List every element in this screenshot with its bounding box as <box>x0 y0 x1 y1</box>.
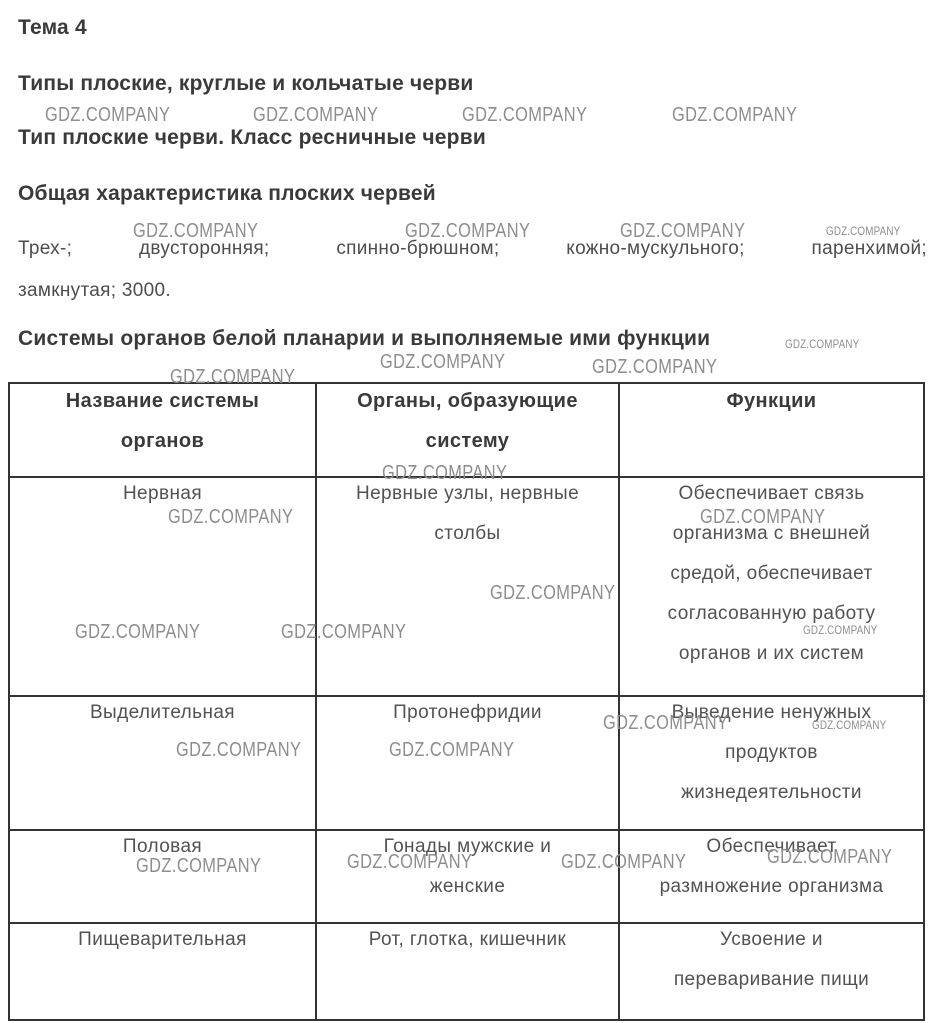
watermark-text: GDZ.COMPANY <box>767 846 893 868</box>
cell-line: Протонефридии <box>393 702 542 723</box>
watermark-text: GDZ.COMPANY <box>700 506 826 528</box>
table-row <box>10 924 923 1019</box>
watermark-text: GDZ.COMPANY <box>382 462 508 484</box>
watermark-text: GDZ.COMPANY <box>170 366 296 388</box>
cell-line: Пищеварительная <box>78 929 247 950</box>
cell-line: согласованную работу <box>667 603 876 624</box>
table-cell <box>317 924 620 1019</box>
table-cell <box>10 697 317 829</box>
watermark-text: GDZ.COMPANY <box>592 356 718 378</box>
watermark-text: GDZ.COMPANY <box>803 623 878 637</box>
watermark-text: GDZ.COMPANY <box>672 104 798 126</box>
cell-line: жизнедеятельности <box>681 782 862 803</box>
cell-line: средой, обеспечивает <box>670 563 873 584</box>
cell-line: органов и их систем <box>678 643 865 664</box>
cell-line: Выделительная <box>89 702 235 723</box>
cell-line: продуктов <box>725 742 818 763</box>
header-cell <box>10 384 317 476</box>
watermark-text: GDZ.COMPANY <box>620 220 746 242</box>
cell-line: Органы, образующие <box>357 390 578 412</box>
watermark-text: GDZ.COMPANY <box>785 337 860 351</box>
cell-line: Усвоение и <box>720 929 823 950</box>
cell-line: Нервные узлы, нервные <box>355 483 580 504</box>
cell-line: размножение организма <box>659 876 884 897</box>
cell-line: Обеспечивает <box>706 836 837 857</box>
cell-line: переваривание пищи <box>673 969 870 990</box>
table-cell <box>620 831 923 922</box>
watermark-text: GDZ.COMPANY <box>253 104 379 126</box>
watermark-text: GDZ.COMPANY <box>176 739 302 761</box>
answer-word: Трех-; <box>18 238 73 259</box>
cell-line: столбы <box>434 523 501 544</box>
watermark-text: GDZ.COMPANY <box>281 621 407 643</box>
watermark-text: GDZ.COMPANY <box>347 851 473 873</box>
cell-line: Функции <box>726 390 817 412</box>
section-heading-class: Тип плоские черви. Класс ресничные черви <box>18 126 486 149</box>
table-cell <box>620 924 923 1019</box>
cell-line: систему <box>425 430 510 452</box>
table-cell <box>10 924 317 1019</box>
header-cell <box>620 384 923 476</box>
cell-line: организма с внешней <box>672 523 871 544</box>
cell-line: Название системы <box>65 390 260 412</box>
watermark-text: GDZ.COMPANY <box>136 855 262 877</box>
cell-line: Нервная <box>122 483 203 504</box>
watermark-text: GDZ.COMPANY <box>389 739 515 761</box>
answer-word: паренхимой; <box>811 238 927 259</box>
watermark-text: GDZ.COMPANY <box>462 104 588 126</box>
watermark-text: GDZ.COMPANY <box>490 582 616 604</box>
watermark-text: GDZ.COMPANY <box>168 506 294 528</box>
theme-title: Тема 4 <box>18 16 87 39</box>
cell-line: женские <box>429 876 506 897</box>
answer-word: кожно-мускульного; <box>566 238 745 259</box>
section-heading-types: Типы плоские, круглые и кольчатые черви <box>18 72 474 95</box>
cell-line: Выведение ненужных <box>671 702 872 723</box>
watermark-text: GDZ.COMPANY <box>826 224 901 238</box>
cell-line: Рот, глотка, кишечник <box>368 929 567 950</box>
watermark-text: GDZ.COMPANY <box>812 718 887 732</box>
watermark-text: GDZ.COMPANY <box>380 351 506 373</box>
cell-line: Обеспечивает связь <box>678 483 865 504</box>
answer-word: спинно-брюшном; <box>336 238 500 259</box>
watermark-text: GDZ.COMPANY <box>561 851 687 873</box>
cell-line: Гонады мужские и <box>383 836 552 857</box>
watermark-text: GDZ.COMPANY <box>45 104 171 126</box>
watermark-text: GDZ.COMPANY <box>75 621 201 643</box>
answer-word: двусторонняя; <box>139 238 270 259</box>
watermark-text: GDZ.COMPANY <box>603 712 729 734</box>
watermark-text: GDZ.COMPANY <box>405 220 531 242</box>
section-heading-systems: Системы органов белой планарии и выполняемые ими функции <box>18 327 711 350</box>
table-cell <box>317 697 620 829</box>
answer-line-2: замкнутая; 3000. <box>18 280 171 301</box>
table-row <box>10 697 923 831</box>
cell-line: Половая <box>122 836 203 857</box>
cell-line: органов <box>120 430 205 452</box>
table-cell <box>317 831 620 922</box>
watermark-text: GDZ.COMPANY <box>133 220 259 242</box>
section-heading-general: Общая характеристика плоских червей <box>18 182 436 205</box>
